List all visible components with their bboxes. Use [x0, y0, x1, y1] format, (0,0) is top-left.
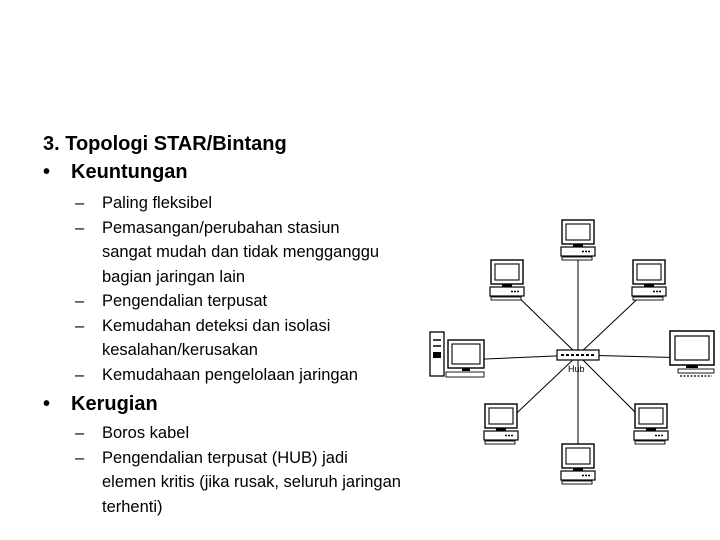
dash-symbol: –	[75, 424, 85, 442]
dash-symbol: –	[75, 316, 85, 335]
dash-symbol: –	[75, 194, 85, 212]
bullet-symbol: •	[43, 161, 51, 183]
list-item-text: Kemudahaan pengelolaan jaringan	[102, 365, 358, 384]
workstation-icon	[484, 404, 518, 444]
hub-device-icon	[557, 350, 599, 360]
list-item	[75, 216, 415, 290]
list-item	[75, 289, 415, 314]
disadvantages-title-label: Kerugian	[71, 393, 158, 415]
disadvantages-list	[75, 421, 415, 519]
tower-computer-icon	[430, 332, 484, 377]
hub-label: Hub	[568, 364, 585, 374]
workstation-icon	[561, 220, 595, 260]
bullet-symbol: •	[43, 393, 51, 415]
list-item-text: Boros kabel	[102, 424, 190, 442]
list-item-text: Paling fleksibel	[102, 194, 213, 212]
dash-symbol: –	[75, 292, 85, 310]
workstation-icon	[632, 260, 666, 300]
advantages-title	[43, 158, 188, 186]
list-item	[75, 363, 415, 388]
advantages-list	[75, 191, 415, 387]
list-item-text: Pengendalian terpusat	[102, 292, 268, 310]
large-workstation-icon	[670, 331, 714, 376]
star-topology-diagram	[415, 205, 720, 515]
list-item-text: Pemasangan/perubahan stasiun sangat mudah dan tidak mengganggu bagian jaringan lain	[102, 218, 380, 286]
workstation-icon	[561, 444, 595, 484]
workstation-icon	[634, 404, 668, 444]
disadvantages-title	[43, 390, 158, 418]
list-item	[75, 446, 415, 520]
advantages-title-label: Keuntungan	[71, 161, 188, 183]
dash-symbol: –	[75, 218, 85, 237]
list-item	[75, 421, 415, 446]
list-item	[75, 314, 415, 363]
list-item	[75, 191, 415, 216]
list-item-text: Kemudahan deteksi dan isolasi kesalahan/kerusakan	[102, 316, 331, 359]
dash-symbol: –	[75, 448, 85, 467]
list-item-text: Pengendalian terpusat (HUB) jadi elemen kritis (jika rusak, seluruh jaringan terhenti)	[102, 448, 401, 516]
workstation-icon	[490, 260, 524, 300]
dash-symbol: –	[75, 365, 85, 384]
slide-heading: 3. Topologi STAR/Bintang	[43, 133, 287, 155]
